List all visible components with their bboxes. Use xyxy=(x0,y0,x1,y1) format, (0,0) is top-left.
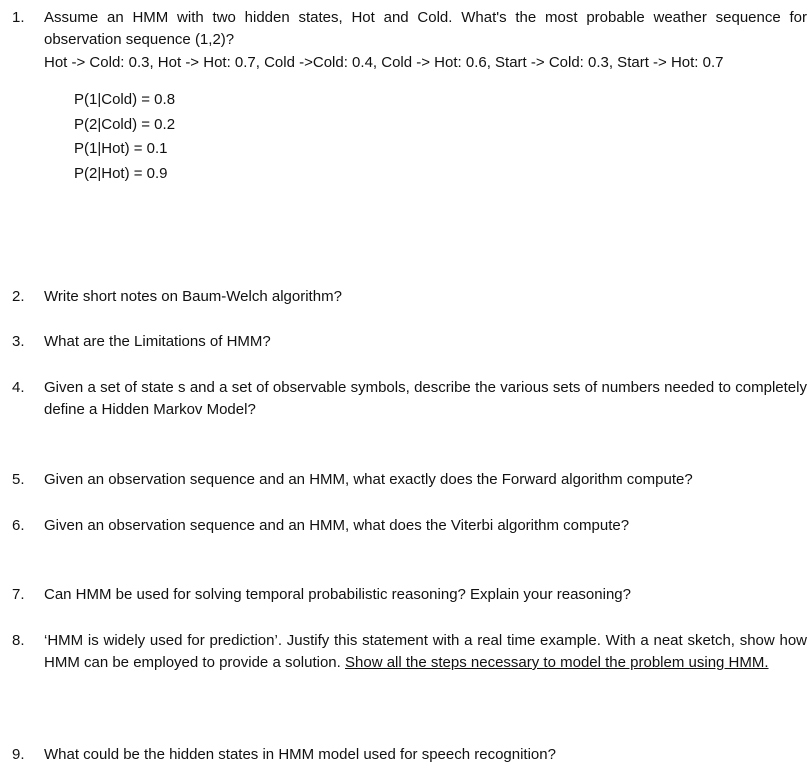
question-2 xyxy=(12,286,807,308)
emission-row: P(2|Hot) = 0.9 xyxy=(74,164,168,182)
question-9 xyxy=(12,744,807,766)
question-number: 6. xyxy=(12,517,25,534)
question-7 xyxy=(12,584,807,606)
transition-probabilities: Hot -> Cold: 0.3, Hot -> Hot: 0.7, Cold ->Cold: 0.4, Cold -> Hot: 0.6, Start -> Cold: 0.3, Start -> Hot: 0.7 xyxy=(44,54,724,71)
question-text: Can HMM be used for solving temporal probabilistic reasoning? Explain your reasoning? xyxy=(44,586,631,603)
question-number: 3. xyxy=(12,333,25,350)
question-number: 7. xyxy=(12,586,25,603)
question-4 xyxy=(12,377,807,421)
question-text: Given a set of state s and a set of observable symbols, describe the various sets of numbers needed to completely define a Hidden Markov Model? xyxy=(44,379,807,418)
question-number: 1. xyxy=(12,9,25,26)
question-1 xyxy=(12,7,807,74)
question-number: 9. xyxy=(12,746,25,763)
question-number: 8. xyxy=(12,632,25,649)
emission-probabilities xyxy=(74,88,175,186)
question-text: Given an observation sequence and an HMM, what exactly does the Forward algorithm compute? xyxy=(44,471,693,488)
question-text: What are the Limitations of HMM? xyxy=(44,333,271,350)
question-text: Given an observation sequence and an HMM, what does the Viterbi algorithm compute? xyxy=(44,517,630,534)
emission-row: P(1|Cold) = 0.8 xyxy=(74,91,176,108)
question-5 xyxy=(12,469,807,491)
question-text: Assume an HMM with two hidden states, Hot and Cold. What's the most probable weather sequence for observation sequence (1,2)? xyxy=(44,9,807,48)
underlined-instruction: Show all the steps necessary to model the problem using HMM. xyxy=(345,654,769,671)
question-text: Write short notes on Baum-Welch algorithm? xyxy=(44,288,342,305)
question-6 xyxy=(12,515,807,537)
question-text xyxy=(44,630,807,674)
question-text-main: ‘HMM is widely used for prediction’. Justify this statement with a real time example. With a neat sketch, show how HMM can be employed to provide a solution. xyxy=(44,632,807,671)
emission-row: P(1|Hot) = 0.1 xyxy=(74,140,168,157)
question-text: What could be the hidden states in HMM model used for speech recognition? xyxy=(44,746,556,763)
question-3 xyxy=(12,331,807,353)
question-number: 5. xyxy=(12,471,25,488)
emission-row: P(2|Cold) = 0.2 xyxy=(74,115,176,133)
question-number: 4. xyxy=(12,379,25,396)
question-number: 2. xyxy=(12,288,25,305)
question-8 xyxy=(12,630,807,674)
